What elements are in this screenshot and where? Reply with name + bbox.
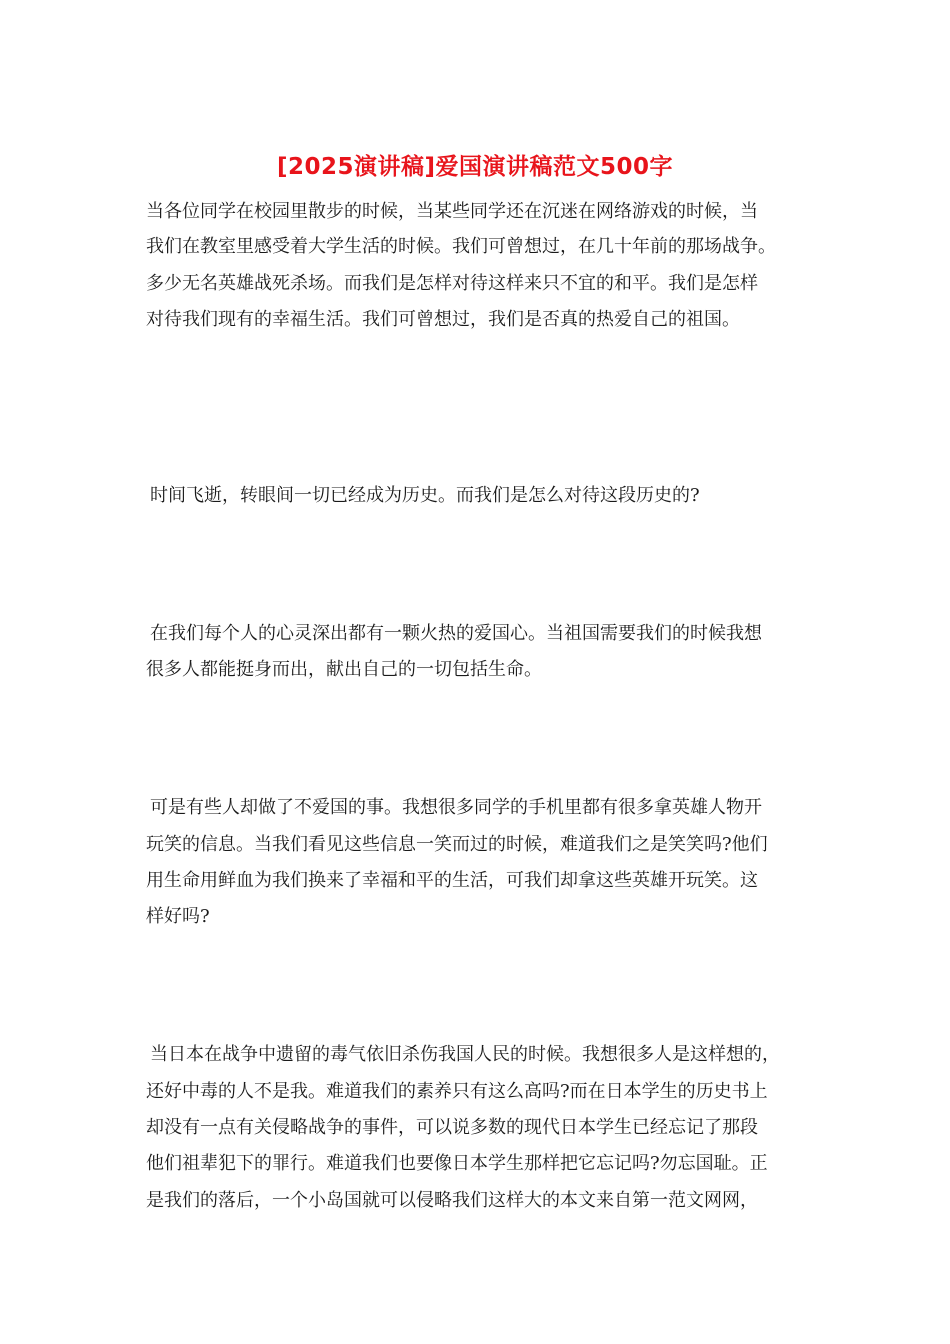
- paragraph-1-line-2: 我们在教室里感受着大学生活的时候。我们可曾想过，在几十年前的那场战争。: [146, 236, 776, 257]
- paragraph-4-line-2: 玩笑的信息。当我们看见这些信息一笑而过的时候，难道我们之是笑笑吗?他们: [146, 834, 768, 855]
- paragraph-2-line-1: 时间飞逝，转眼间一切已经成为历史。而我们是怎么对待这段历史的?: [150, 485, 700, 506]
- document-title: [2025演讲稿]爱国演讲稿范文500字: [276, 154, 674, 180]
- paragraph-5-line-1: 当日本在战争中遗留的毒气依旧杀伤我国人民的时候。我想很多人是这样想的，: [150, 1044, 780, 1065]
- paragraph-3-line-2: 很多人都能挺身而出，献出自己的一切包括生命。: [146, 659, 542, 680]
- paragraph-4-line-1: 可是有些人却做了不爱国的事。我想很多同学的手机里都有很多拿英雄人物开: [150, 797, 762, 818]
- paragraph-5-line-3: 却没有一点有关侵略战争的事件，可以说多数的现代日本学生已经忘记了那段: [146, 1117, 758, 1138]
- paragraph-3-line-1: 在我们每个人的心灵深出都有一颗火热的爱国心。当祖国需要我们的时候我想: [150, 623, 762, 644]
- paragraph-5-line-2: 还好中毒的人不是我。难道我们的素养只有这么高吗?而在日本学生的历史书上: [146, 1081, 768, 1102]
- paragraph-4-line-3: 用生命用鲜血为我们换来了幸福和平的生活，可我们却拿这些英雄开玩笑。这: [146, 870, 758, 891]
- paragraph-5-line-5: 是我们的落后，一个小岛国就可以侵略我们这样大的本文来自第一范文网网，: [146, 1190, 758, 1211]
- paragraph-1-line-4: 对待我们现有的幸福生活。我们可曾想过，我们是否真的热爱自己的祖国。: [146, 309, 740, 330]
- paragraph-1-line-1: 当各位同学在校园里散步的时候，当某些同学还在沉迷在网络游戏的时候，当: [146, 201, 758, 222]
- paragraph-4-line-4: 样好吗?: [146, 906, 210, 927]
- paragraph-1-line-3: 多少无名英雄战死杀场。而我们是怎样对待这样来只不宜的和平。我们是怎样: [146, 273, 758, 294]
- paragraph-5-line-4: 他们祖辈犯下的罪行。难道我们也要像日本学生那样把它忘记吗?勿忘国耻。正: [146, 1153, 768, 1174]
